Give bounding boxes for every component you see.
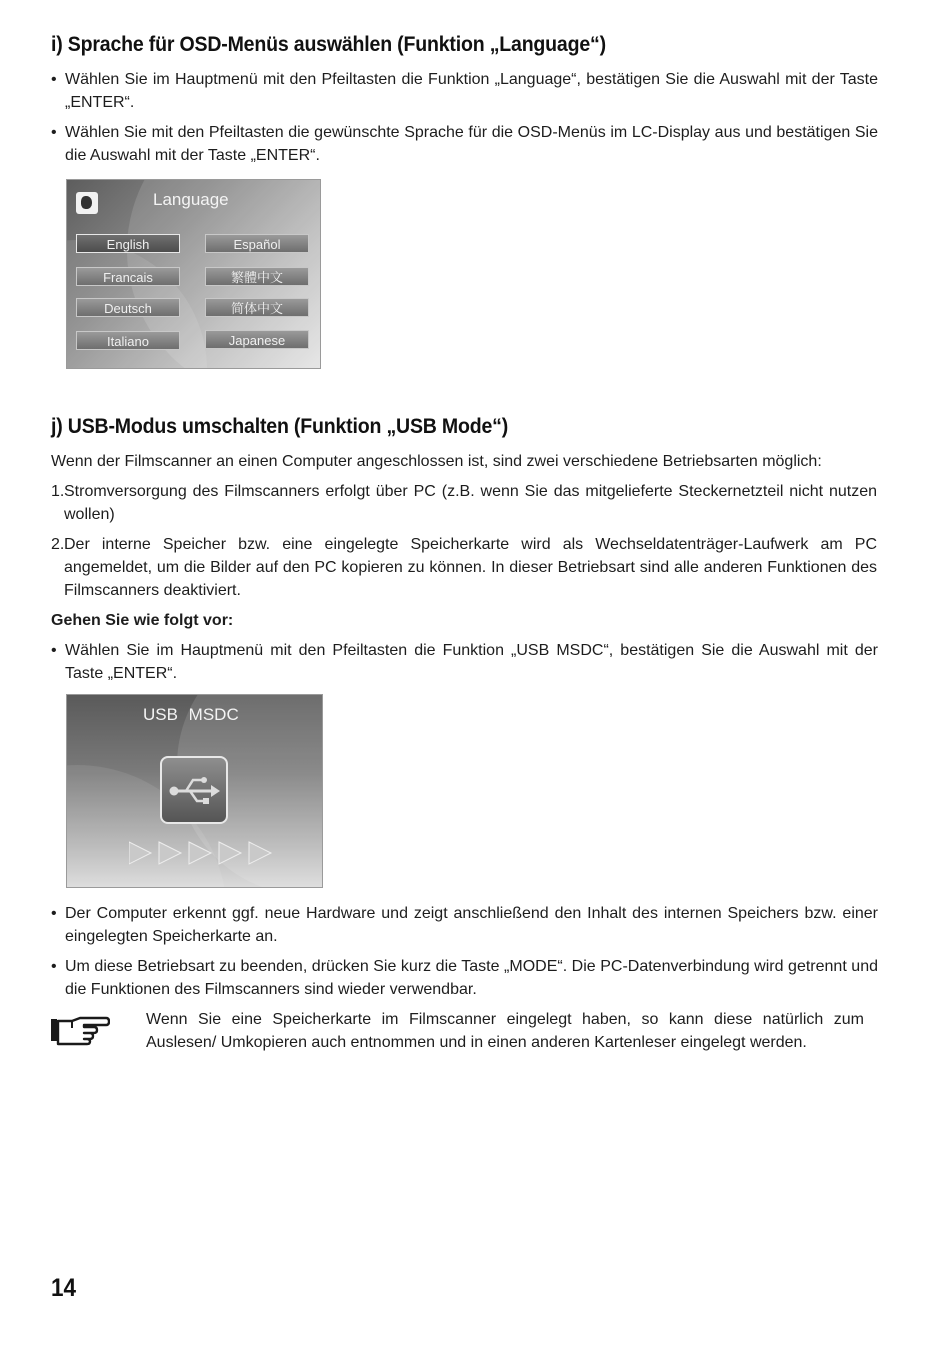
language-option-italiano[interactable]: Italiano xyxy=(76,331,180,350)
bullet-text: Wählen Sie im Hauptmenü mit den Pfeiltasten die Funktion „USB MSDC“, bestätigen Sie die Auswahl mit der Taste „ENTER“. xyxy=(65,642,878,682)
language-screen-title: Language xyxy=(153,190,229,209)
language-option-english[interactable]: English xyxy=(76,234,180,253)
language-option-deutsch[interactable]: Deutsch xyxy=(76,298,180,317)
section-j-bullet-2 xyxy=(51,902,878,948)
steps-heading: Gehen Sie wie folgt vor: xyxy=(51,612,234,629)
section-j-bullet-3 xyxy=(51,955,878,1001)
bullet-text: Wählen Sie mit den Pfeiltasten die gewünschte Sprache für die OSD-Menüs im LC-Display aus und bestätigen Sie die Auswahl mit der Taste „ENTER“. xyxy=(65,124,878,164)
section-j-bullet-1 xyxy=(51,639,878,685)
item-text: Der interne Speicher bzw. eine eingelegte Speicherkarte wird als Wechseldatenträger-Laufwerk am PC angemeldet, um die Bilder auf den PC kopieren zu können. In dieser Betriebsart sind alle anderen Funktionen des Filmscanners deaktiviert. xyxy=(64,536,877,599)
language-option-japanese[interactable]: Japanese xyxy=(205,330,309,349)
bullet-text: Wählen Sie im Hauptmenü mit den Pfeiltasten die Funktion „Language“, bestätigen Sie die Auswahl mit der Taste „ENTER“. xyxy=(65,71,878,111)
language-screen xyxy=(66,179,321,369)
usb-icon[interactable] xyxy=(160,756,228,824)
item-number: 2. xyxy=(51,536,65,553)
usb-screen xyxy=(66,694,323,888)
language-option-traditional-chinese[interactable]: 繁體中文 xyxy=(205,267,309,286)
section-i-bullet-1 xyxy=(51,68,878,114)
bullet-dot: • xyxy=(51,905,57,922)
numbered-item-1 xyxy=(51,480,877,526)
bullet-dot: • xyxy=(51,642,57,659)
usb-symbol xyxy=(162,758,226,822)
item-number: 1. xyxy=(51,483,65,500)
usb-screen-title: USB MSDC xyxy=(143,705,239,724)
language-option-francais[interactable]: Francais xyxy=(76,267,180,286)
language-option-simplified-chinese[interactable]: 简体中文 xyxy=(205,298,309,317)
bullet-dot: • xyxy=(51,958,57,975)
bullet-dot: • xyxy=(51,71,57,88)
pointing-hand-icon xyxy=(50,1014,110,1046)
bullet-dot: • xyxy=(51,124,57,141)
section-i-heading: i) Sprache für OSD-Menüs auswählen (Funktion „Language“) xyxy=(51,33,606,56)
note-text: Wenn Sie eine Speicherkarte im Filmscanner eingelegt haben, so kann diese natürlich zum Auslesen/ Umkopieren auch entnommen und in einen anderen Kartenleser eingelegt werden. xyxy=(146,1011,864,1051)
section-j-heading: j) USB-Modus umschalten (Funktion „USB Mode“) xyxy=(51,415,509,438)
section-j-intro: Wenn der Filmscanner an einen Computer angeschlossen ist, sind zwei verschiedene Betriebsarten möglich: xyxy=(51,453,822,470)
language-icon xyxy=(76,192,98,214)
bullet-text: Um diese Betriebsart zu beenden, drücken Sie kurz die Taste „MODE“. Die PC-Datenverbindung wird getrennt und die Funktionen des Filmscanners sind wieder verwendbar. xyxy=(65,958,878,998)
page-number: 14 xyxy=(51,1274,77,1302)
item-text: Stromversorgung des Filmscanners erfolgt über PC (z.B. wenn Sie das mitgelieferte Steckernetzteil nicht nutzen wollen) xyxy=(64,483,877,523)
numbered-item-2 xyxy=(51,533,877,602)
bullet-text: Der Computer erkennt ggf. neue Hardware und zeigt anschließend den Inhalt des internen Speichers bzw. einer eingelegten Speicherkarte an. xyxy=(65,905,878,945)
section-i-bullet-2 xyxy=(51,121,878,167)
progress-arrows-icon xyxy=(129,841,279,865)
language-option-espanol[interactable]: Español xyxy=(205,234,309,253)
